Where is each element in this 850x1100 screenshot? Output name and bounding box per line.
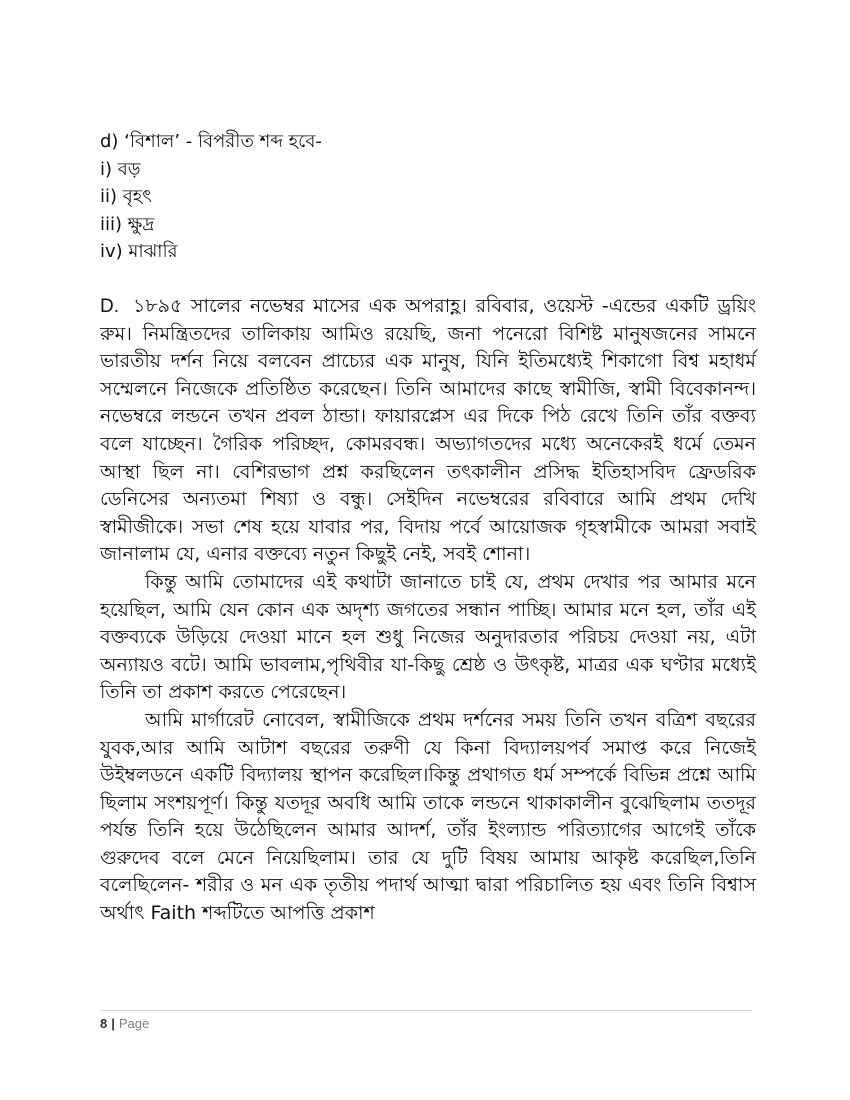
option-4: iv) মাঝারি <box>100 241 178 262</box>
page-footer <box>100 1010 752 1031</box>
option-3: iii) ক্ষুদ্র <box>100 213 155 235</box>
page-word: Page <box>118 1016 150 1031</box>
passage-paragraph-2: কিন্তু আমি তোমাদের এই কথাটা জানাতে চাই যে, প্রথম দেখার পর আমার মনে হয়েছিল, আমি যেন কোন এক অদৃশ্য জগতের সন্ধান পাচ্ছি। আমার মনে হল, তাঁর এই বক্তব্যকে উড়িয়ে দেওয়া মানে হল শুধু নিজের অনুদারতার পরিচয় দেওয়া নয়, এটা অন্যায়ও বটে। আমি ভাবলাম,পৃথিবীর যা-কিছু শ্রেষ্ঠ ও উৎকৃষ্ট, মাত্রর এক ঘণ্টার মধ্যেই তিনি তা প্রকাশ করতে পেরেছেন। <box>100 570 756 704</box>
option-1: i) বড় <box>100 158 141 180</box>
mcq-question <box>100 128 760 266</box>
passage-paragraph-1 <box>100 293 756 569</box>
page-number: 8 <box>100 1016 108 1031</box>
passage-label: D. <box>100 296 119 317</box>
passage-paragraph-1-text: ১৮৯৫ সালের নভেম্বর মাসের এক অপরাহ্ণ। রবিবার, ওয়েস্ট -এন্ডের একটি ড্রয়িং রুম। নিমন্ত্রিতদের তালিকায় আমিও রয়েছি, জনা পনেরো বিশিষ্ট মানুষজনের সামনে ভারতীয় দর্শন নিয়ে বলবেন প্রাচ্যের এক মানুষ, যিনি ইতিমধ্যেই শিকাগো বিশ্ব মহাধর্ম সম্মেলনে নিজেকে প্রতিষ্ঠিত করেছেন। তিনি আমাদের কাছে স্বামীজি, স্বামী বিবেকানন্দ। নভেম্বরে লন্ডনে তখন প্রবল ঠান্ডা। ফায়ারপ্লেস এর দিকে পিঠ রেখে তিনি তাঁর বক্তব্য বলে যাচ্ছেন। গৈরিক পরিচ্ছদ, কোমরবন্ধ। অভ্যাগতদের মধ্যে অনেকেরই ধর্মে তেমন আস্থা ছিল না। বেশিরভাগ প্রশ্ন করছিলেন তৎকালীন প্রসিদ্ধ ইতিহাসবিদ ফ্রেডরিক ডেনিসের অন্যতমা শিষ্যা ও বন্ধু। সেইদিন নভেম্বরের রবিবারে আমি প্রথম দেখি স্বামীজীকে। সভা শেষ হয়ে যাবার পর, বিদায় পর্বে আয়োজক গৃহস্বামীকে আমরা সবাই জানালাম যে, এনার বক্তব্যে নতুন কিছুই নেই, সবই শোনা। <box>100 295 756 566</box>
question-stem: d) ‘বিশাল’ - বিপরীত শব্দ হবে- <box>100 131 322 152</box>
option-2: ii) বৃহৎ <box>100 186 152 207</box>
footer-separator: | <box>111 1016 115 1031</box>
passage <box>100 293 756 928</box>
passage-paragraph-3: আমি মার্গারেট নোবেল, স্বামীজিকে প্রথম দর্শনের সময় তিনি তখন বত্রিশ বছরের যুবক,আর আমি আটাশ বছরের তরুণী যে কিনা বিদ্যালয়পর্ব সমাপ্ত করে নিজেই উইম্বলডনে একটি বিদ্যালয় স্থাপন করেছিল।কিন্তু প্রথাগত ধর্ম সম্পর্কে বিভিন্ন প্রশ্নে আমি ছিলাম সংশয়পূর্ণ। কিন্তু যতদূর অবধি আমি তাকে লন্ডনে থাকাকালীন বুঝেছিলাম ততদূর পর্যন্ত তিনি হয়ে উঠেছিলেন আমার আদর্শ, তাঁর ইংল্যান্ড পরিত্যাগের আগেই তাঁকে গুরুদেব বলে মেনে নিয়েছিলাম। তার যে দুটি বিষয় আমায় আকৃষ্ট করেছিল,তিনি বলেছিলেন- শরীর ও মন এক তৃতীয় পদার্থ আত্মা দ্বারা পরিচালিত হয় এবং তিনি বিশ্বাস অর্থাৎ Faith শব্দটিতে আপত্তি প্রকাশ <box>100 708 756 925</box>
